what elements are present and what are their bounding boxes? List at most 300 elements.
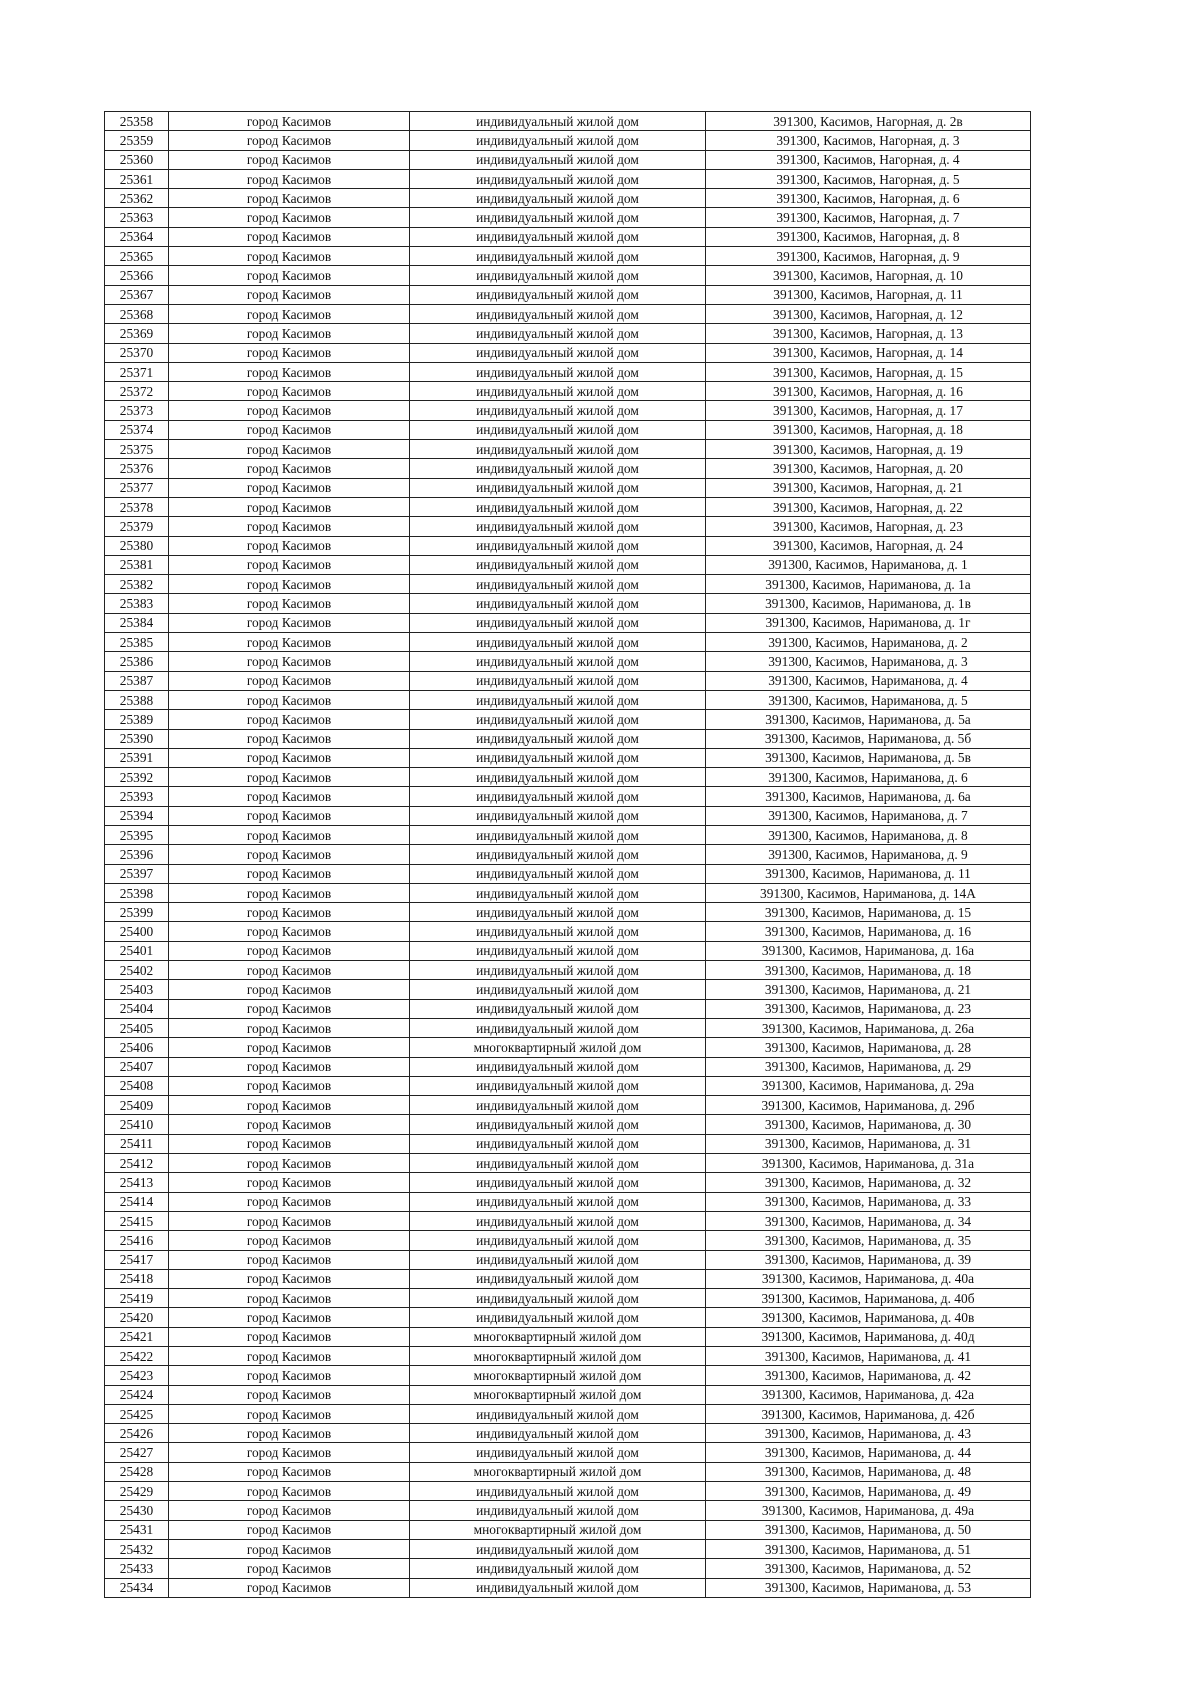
settlement-cell: город Касимов [169,980,410,999]
settlement-cell: город Касимов [169,420,410,439]
settlement-cell: город Касимов [169,1501,410,1520]
address-cell: 391300, Касимов, Нагорная, д. 12 [706,304,1031,323]
table-row [105,633,1031,652]
building-type-cell: индивидуальный жилой дом [410,1134,706,1153]
record-number-cell: 25394 [105,806,169,825]
record-number-cell: 25426 [105,1424,169,1443]
table-row [105,343,1031,362]
table-row [105,1424,1031,1443]
table-row [105,787,1031,806]
building-type-cell: индивидуальный жилой дом [410,575,706,594]
settlement-cell: город Касимов [169,247,410,266]
settlement-cell: город Касимов [169,633,410,652]
building-type-cell: индивидуальный жилой дом [410,787,706,806]
record-number-cell: 25381 [105,555,169,574]
settlement-cell: город Касимов [169,227,410,246]
settlement-cell: город Касимов [169,1038,410,1057]
table-row [105,1327,1031,1346]
settlement-cell: город Касимов [169,459,410,478]
record-number-cell: 25395 [105,825,169,844]
address-cell: 391300, Касимов, Нариманова, д. 1г [706,613,1031,632]
address-cell: 391300, Касимов, Нагорная, д. 8 [706,227,1031,246]
address-cell: 391300, Касимов, Нагорная, д. 7 [706,208,1031,227]
record-number-cell: 25417 [105,1250,169,1269]
settlement-cell: город Касимов [169,613,410,632]
record-number-cell: 25409 [105,1096,169,1115]
settlement-cell: город Касимов [169,999,410,1018]
record-number-cell: 25358 [105,112,169,131]
settlement-cell: город Касимов [169,1096,410,1115]
settlement-cell: город Касимов [169,1385,410,1404]
table-row [105,1559,1031,1578]
address-cell: 391300, Касимов, Нагорная, д. 11 [706,285,1031,304]
address-cell: 391300, Касимов, Нариманова, д. 6 [706,768,1031,787]
settlement-cell: город Касимов [169,1115,410,1134]
settlement-cell: город Касимов [169,690,410,709]
table-row [105,1038,1031,1057]
building-type-cell: индивидуальный жилой дом [410,1501,706,1520]
address-cell: 391300, Касимов, Нагорная, д. 2в [706,112,1031,131]
building-type-cell: индивидуальный жилой дом [410,1443,706,1462]
record-number-cell: 25372 [105,382,169,401]
address-cell: 391300, Касимов, Нариманова, д. 5а [706,710,1031,729]
address-cell: 391300, Касимов, Нариманова, д. 49 [706,1482,1031,1501]
building-type-cell: индивидуальный жилой дом [410,613,706,632]
table-row [105,189,1031,208]
settlement-cell: город Касимов [169,285,410,304]
settlement-cell: город Касимов [169,1404,410,1423]
building-type-cell: многоквартирный жилой дом [410,1366,706,1385]
settlement-cell: город Касимов [169,1173,410,1192]
record-number-cell: 25389 [105,710,169,729]
settlement-cell: город Касимов [169,1308,410,1327]
record-number-cell: 25382 [105,575,169,594]
building-type-cell: индивидуальный жилой дом [410,1154,706,1173]
table-row [105,652,1031,671]
settlement-cell: город Касимов [169,131,410,150]
table-row [105,1520,1031,1539]
table-row [105,922,1031,941]
building-type-cell: индивидуальный жилой дом [410,112,706,131]
record-number-cell: 25383 [105,594,169,613]
address-cell: 391300, Касимов, Нариманова, д. 9 [706,845,1031,864]
building-type-cell: индивидуальный жилой дом [410,1192,706,1211]
address-cell: 391300, Касимов, Нариманова, д. 42 [706,1366,1031,1385]
building-type-cell: индивидуальный жилой дом [410,401,706,420]
building-type-cell: индивидуальный жилой дом [410,1173,706,1192]
record-number-cell: 25361 [105,169,169,188]
record-number-cell: 25403 [105,980,169,999]
record-number-cell: 25418 [105,1269,169,1288]
address-cell: 391300, Касимов, Нагорная, д. 19 [706,440,1031,459]
settlement-cell: город Касимов [169,922,410,941]
building-type-cell: многоквартирный жилой дом [410,1385,706,1404]
settlement-cell: город Касимов [169,1192,410,1211]
address-cell: 391300, Касимов, Нариманова, д. 44 [706,1443,1031,1462]
building-type-cell: индивидуальный жилой дом [410,459,706,478]
table-row [105,362,1031,381]
building-type-cell: индивидуальный жилой дом [410,941,706,960]
record-number-cell: 25428 [105,1462,169,1481]
table-row [105,478,1031,497]
building-type-cell: индивидуальный жилой дом [410,285,706,304]
address-cell: 391300, Касимов, Нариманова, д. 29б [706,1096,1031,1115]
address-cell: 391300, Касимов, Нариманова, д. 21 [706,980,1031,999]
table-row [105,1366,1031,1385]
address-cell: 391300, Касимов, Нариманова, д. 42б [706,1404,1031,1423]
record-number-cell: 25368 [105,304,169,323]
settlement-cell: город Касимов [169,1250,410,1269]
settlement-cell: город Касимов [169,729,410,748]
record-number-cell: 25365 [105,247,169,266]
settlement-cell: город Касимов [169,961,410,980]
building-type-cell: индивидуальный жилой дом [410,169,706,188]
table-row [105,980,1031,999]
table-row [105,112,1031,131]
table-row [105,1134,1031,1153]
settlement-cell: город Касимов [169,845,410,864]
settlement-cell: город Касимов [169,382,410,401]
address-cell: 391300, Касимов, Нариманова, д. 8 [706,825,1031,844]
building-type-cell: многоквартирный жилой дом [410,1038,706,1057]
building-type-cell: индивидуальный жилой дом [410,652,706,671]
building-type-cell: индивидуальный жилой дом [410,980,706,999]
settlement-cell: город Касимов [169,1520,410,1539]
address-cell: 391300, Касимов, Нариманова, д. 29а [706,1076,1031,1095]
address-cell: 391300, Касимов, Нариманова, д. 29 [706,1057,1031,1076]
building-type-cell: индивидуальный жилой дом [410,420,706,439]
settlement-cell: город Касимов [169,401,410,420]
settlement-cell: город Касимов [169,825,410,844]
address-cell: 391300, Касимов, Нариманова, д. 32 [706,1173,1031,1192]
address-cell: 391300, Касимов, Нагорная, д. 13 [706,324,1031,343]
record-number-cell: 25432 [105,1539,169,1558]
address-cell: 391300, Касимов, Нариманова, д. 4 [706,671,1031,690]
record-number-cell: 25360 [105,150,169,169]
settlement-cell: город Касимов [169,903,410,922]
address-cell: 391300, Касимов, Нагорная, д. 4 [706,150,1031,169]
building-type-cell: индивидуальный жилой дом [410,710,706,729]
building-type-cell: индивидуальный жилой дом [410,903,706,922]
settlement-cell: город Касимов [169,1018,410,1037]
settlement-cell: город Касимов [169,1539,410,1558]
record-number-cell: 25388 [105,690,169,709]
table-row [105,575,1031,594]
settlement-cell: город Касимов [169,1559,410,1578]
table-row [105,613,1031,632]
table-row [105,999,1031,1018]
settlement-cell: город Касимов [169,1231,410,1250]
address-cell: 391300, Касимов, Нариманова, д. 39 [706,1250,1031,1269]
settlement-cell: город Касимов [169,362,410,381]
settlement-cell: город Касимов [169,1134,410,1153]
address-cell: 391300, Касимов, Нариманова, д. 40б [706,1289,1031,1308]
address-cell: 391300, Касимов, Нариманова, д. 23 [706,999,1031,1018]
building-type-cell: многоквартирный жилой дом [410,1347,706,1366]
building-type-cell: индивидуальный жилой дом [410,1211,706,1230]
building-type-cell: индивидуальный жилой дом [410,497,706,516]
building-type-cell: индивидуальный жилой дом [410,1578,706,1597]
table-row [105,227,1031,246]
record-number-cell: 25371 [105,362,169,381]
table-row [105,1482,1031,1501]
address-cell: 391300, Касимов, Нариманова, д. 41 [706,1347,1031,1366]
address-cell: 391300, Касимов, Нагорная, д. 15 [706,362,1031,381]
settlement-cell: город Касимов [169,1269,410,1288]
table-row [105,1404,1031,1423]
building-type-cell: индивидуальный жилой дом [410,999,706,1018]
table-row [105,536,1031,555]
address-cell: 391300, Касимов, Нагорная, д. 14 [706,343,1031,362]
record-number-cell: 25430 [105,1501,169,1520]
table-row [105,266,1031,285]
building-type-cell: индивидуальный жилой дом [410,961,706,980]
building-type-cell: индивидуальный жилой дом [410,1018,706,1037]
settlement-cell: город Касимов [169,941,410,960]
record-number-cell: 25375 [105,440,169,459]
record-number-cell: 25386 [105,652,169,671]
settlement-cell: город Касимов [169,1347,410,1366]
record-number-cell: 25379 [105,517,169,536]
table-row [105,555,1031,574]
building-type-cell: индивидуальный жилой дом [410,382,706,401]
settlement-cell: город Касимов [169,1424,410,1443]
table-row [105,690,1031,709]
record-number-cell: 25419 [105,1289,169,1308]
settlement-cell: город Касимов [169,324,410,343]
building-type-cell: индивидуальный жилой дом [410,922,706,941]
table-body [105,112,1031,1598]
table-row [105,1096,1031,1115]
table-row [105,1057,1031,1076]
table-row [105,1192,1031,1211]
address-cell: 391300, Касимов, Нариманова, д. 31а [706,1154,1031,1173]
building-type-cell: индивидуальный жилой дом [410,536,706,555]
address-cell: 391300, Касимов, Нариманова, д. 33 [706,1192,1031,1211]
table-row [105,903,1031,922]
record-number-cell: 25392 [105,768,169,787]
building-type-cell: индивидуальный жилой дом [410,1269,706,1288]
table-row [105,825,1031,844]
address-cell: 391300, Касимов, Нариманова, д. 51 [706,1539,1031,1558]
table-row [105,883,1031,902]
settlement-cell: город Касимов [169,497,410,516]
settlement-cell: город Касимов [169,343,410,362]
table-row [105,1539,1031,1558]
record-number-cell: 25393 [105,787,169,806]
settlement-cell: город Касимов [169,555,410,574]
table-row [105,1308,1031,1327]
table-row [105,1173,1031,1192]
record-number-cell: 25408 [105,1076,169,1095]
record-number-cell: 25370 [105,343,169,362]
record-number-cell: 25422 [105,1347,169,1366]
address-cell: 391300, Касимов, Нагорная, д. 24 [706,536,1031,555]
building-type-cell: индивидуальный жилой дом [410,304,706,323]
record-number-cell: 25397 [105,864,169,883]
table-row [105,459,1031,478]
settlement-cell: город Касимов [169,478,410,497]
address-cell: 391300, Касимов, Нариманова, д. 5в [706,748,1031,767]
address-cell: 391300, Касимов, Нариманова, д. 26а [706,1018,1031,1037]
address-cell: 391300, Касимов, Нариманова, д. 34 [706,1211,1031,1230]
address-cell: 391300, Касимов, Нагорная, д. 21 [706,478,1031,497]
address-cell: 391300, Касимов, Нариманова, д. 2 [706,633,1031,652]
building-type-cell: индивидуальный жилой дом [410,864,706,883]
table-row [105,304,1031,323]
table-row [105,1018,1031,1037]
settlement-cell: город Касимов [169,517,410,536]
record-number-cell: 25406 [105,1038,169,1057]
address-cell: 391300, Касимов, Нариманова, д. 53 [706,1578,1031,1597]
settlement-cell: город Касимов [169,748,410,767]
building-type-cell: индивидуальный жилой дом [410,883,706,902]
table-row [105,1289,1031,1308]
table-row [105,497,1031,516]
address-cell: 391300, Касимов, Нариманова, д. 35 [706,1231,1031,1250]
record-number-cell: 25399 [105,903,169,922]
record-number-cell: 25413 [105,1173,169,1192]
building-type-cell: индивидуальный жилой дом [410,247,706,266]
record-number-cell: 25373 [105,401,169,420]
address-cell: 391300, Касимов, Нариманова, д. 3 [706,652,1031,671]
building-type-cell: индивидуальный жилой дом [410,1404,706,1423]
table-row [105,1076,1031,1095]
building-type-cell: индивидуальный жилой дом [410,633,706,652]
record-number-cell: 25411 [105,1134,169,1153]
address-cell: 391300, Касимов, Нариманова, д. 30 [706,1115,1031,1134]
settlement-cell: город Касимов [169,150,410,169]
building-type-cell: индивидуальный жилой дом [410,1250,706,1269]
settlement-cell: город Касимов [169,112,410,131]
address-cell: 391300, Касимов, Нариманова, д. 16а [706,941,1031,960]
table-row [105,440,1031,459]
table-row [105,845,1031,864]
record-number-cell: 25387 [105,671,169,690]
record-number-cell: 25402 [105,961,169,980]
building-type-cell: индивидуальный жилой дом [410,594,706,613]
address-cell: 391300, Касимов, Нагорная, д. 18 [706,420,1031,439]
table-row [105,961,1031,980]
address-cell: 391300, Касимов, Нариманова, д. 40д [706,1327,1031,1346]
record-number-cell: 25367 [105,285,169,304]
record-number-cell: 25390 [105,729,169,748]
building-type-cell: индивидуальный жилой дом [410,1057,706,1076]
record-number-cell: 25404 [105,999,169,1018]
record-number-cell: 25362 [105,189,169,208]
address-registry-table [104,111,1031,1598]
building-type-cell: многоквартирный жилой дом [410,1520,706,1539]
table-row [105,1443,1031,1462]
table-row [105,131,1031,150]
address-cell: 391300, Касимов, Нариманова, д. 31 [706,1134,1031,1153]
table-row [105,864,1031,883]
record-number-cell: 25400 [105,922,169,941]
address-cell: 391300, Касимов, Нариманова, д. 1а [706,575,1031,594]
building-type-cell: индивидуальный жилой дом [410,1308,706,1327]
address-cell: 391300, Касимов, Нариманова, д. 15 [706,903,1031,922]
table-row [105,517,1031,536]
settlement-cell: город Касимов [169,787,410,806]
record-number-cell: 25364 [105,227,169,246]
table-row [105,285,1031,304]
settlement-cell: город Касимов [169,652,410,671]
address-cell: 391300, Касимов, Нариманова, д. 42а [706,1385,1031,1404]
building-type-cell: индивидуальный жилой дом [410,362,706,381]
building-type-cell: индивидуальный жилой дом [410,1076,706,1095]
settlement-cell: город Касимов [169,768,410,787]
settlement-cell: город Касимов [169,883,410,902]
building-type-cell: индивидуальный жилой дом [410,825,706,844]
table-row [105,1250,1031,1269]
address-cell: 391300, Касимов, Нариманова, д. 52 [706,1559,1031,1578]
record-number-cell: 25398 [105,883,169,902]
record-number-cell: 25424 [105,1385,169,1404]
record-number-cell: 25410 [105,1115,169,1134]
settlement-cell: город Касимов [169,1289,410,1308]
record-number-cell: 25415 [105,1211,169,1230]
settlement-cell: город Касимов [169,1076,410,1095]
record-number-cell: 25421 [105,1327,169,1346]
record-number-cell: 25363 [105,208,169,227]
building-type-cell: индивидуальный жилой дом [410,227,706,246]
building-type-cell: индивидуальный жилой дом [410,806,706,825]
record-number-cell: 25425 [105,1404,169,1423]
record-number-cell: 25416 [105,1231,169,1250]
settlement-cell: город Касимов [169,671,410,690]
record-number-cell: 25380 [105,536,169,555]
building-type-cell: индивидуальный жилой дом [410,266,706,285]
address-cell: 391300, Касимов, Нариманова, д. 48 [706,1462,1031,1481]
settlement-cell: город Касимов [169,304,410,323]
address-cell: 391300, Касимов, Нариманова, д. 28 [706,1038,1031,1057]
record-number-cell: 25391 [105,748,169,767]
building-type-cell: индивидуальный жилой дом [410,1539,706,1558]
address-cell: 391300, Касимов, Нагорная, д. 16 [706,382,1031,401]
building-type-cell: индивидуальный жилой дом [410,555,706,574]
record-number-cell: 25420 [105,1308,169,1327]
record-number-cell: 25405 [105,1018,169,1037]
building-type-cell: индивидуальный жилой дом [410,189,706,208]
settlement-cell: город Касимов [169,1482,410,1501]
settlement-cell: город Касимов [169,1154,410,1173]
address-cell: 391300, Касимов, Нагорная, д. 3 [706,131,1031,150]
record-number-cell: 25376 [105,459,169,478]
building-type-cell: индивидуальный жилой дом [410,845,706,864]
record-number-cell: 25429 [105,1482,169,1501]
address-cell: 391300, Касимов, Нариманова, д. 7 [706,806,1031,825]
address-cell: 391300, Касимов, Нариманова, д. 11 [706,864,1031,883]
record-number-cell: 25369 [105,324,169,343]
settlement-cell: город Касимов [169,1578,410,1597]
record-number-cell: 25366 [105,266,169,285]
table-row [105,1211,1031,1230]
address-cell: 391300, Касимов, Нариманова, д. 5 [706,690,1031,709]
record-number-cell: 25396 [105,845,169,864]
settlement-cell: город Касимов [169,440,410,459]
table-row [105,420,1031,439]
address-cell: 391300, Касимов, Нариманова, д. 49а [706,1501,1031,1520]
table-row [105,1385,1031,1404]
record-number-cell: 25427 [105,1443,169,1462]
building-type-cell: индивидуальный жилой дом [410,440,706,459]
settlement-cell: город Касимов [169,594,410,613]
record-number-cell: 25433 [105,1559,169,1578]
building-type-cell: индивидуальный жилой дом [410,343,706,362]
settlement-cell: город Касимов [169,1443,410,1462]
table-row [105,401,1031,420]
building-type-cell: индивидуальный жилой дом [410,478,706,497]
